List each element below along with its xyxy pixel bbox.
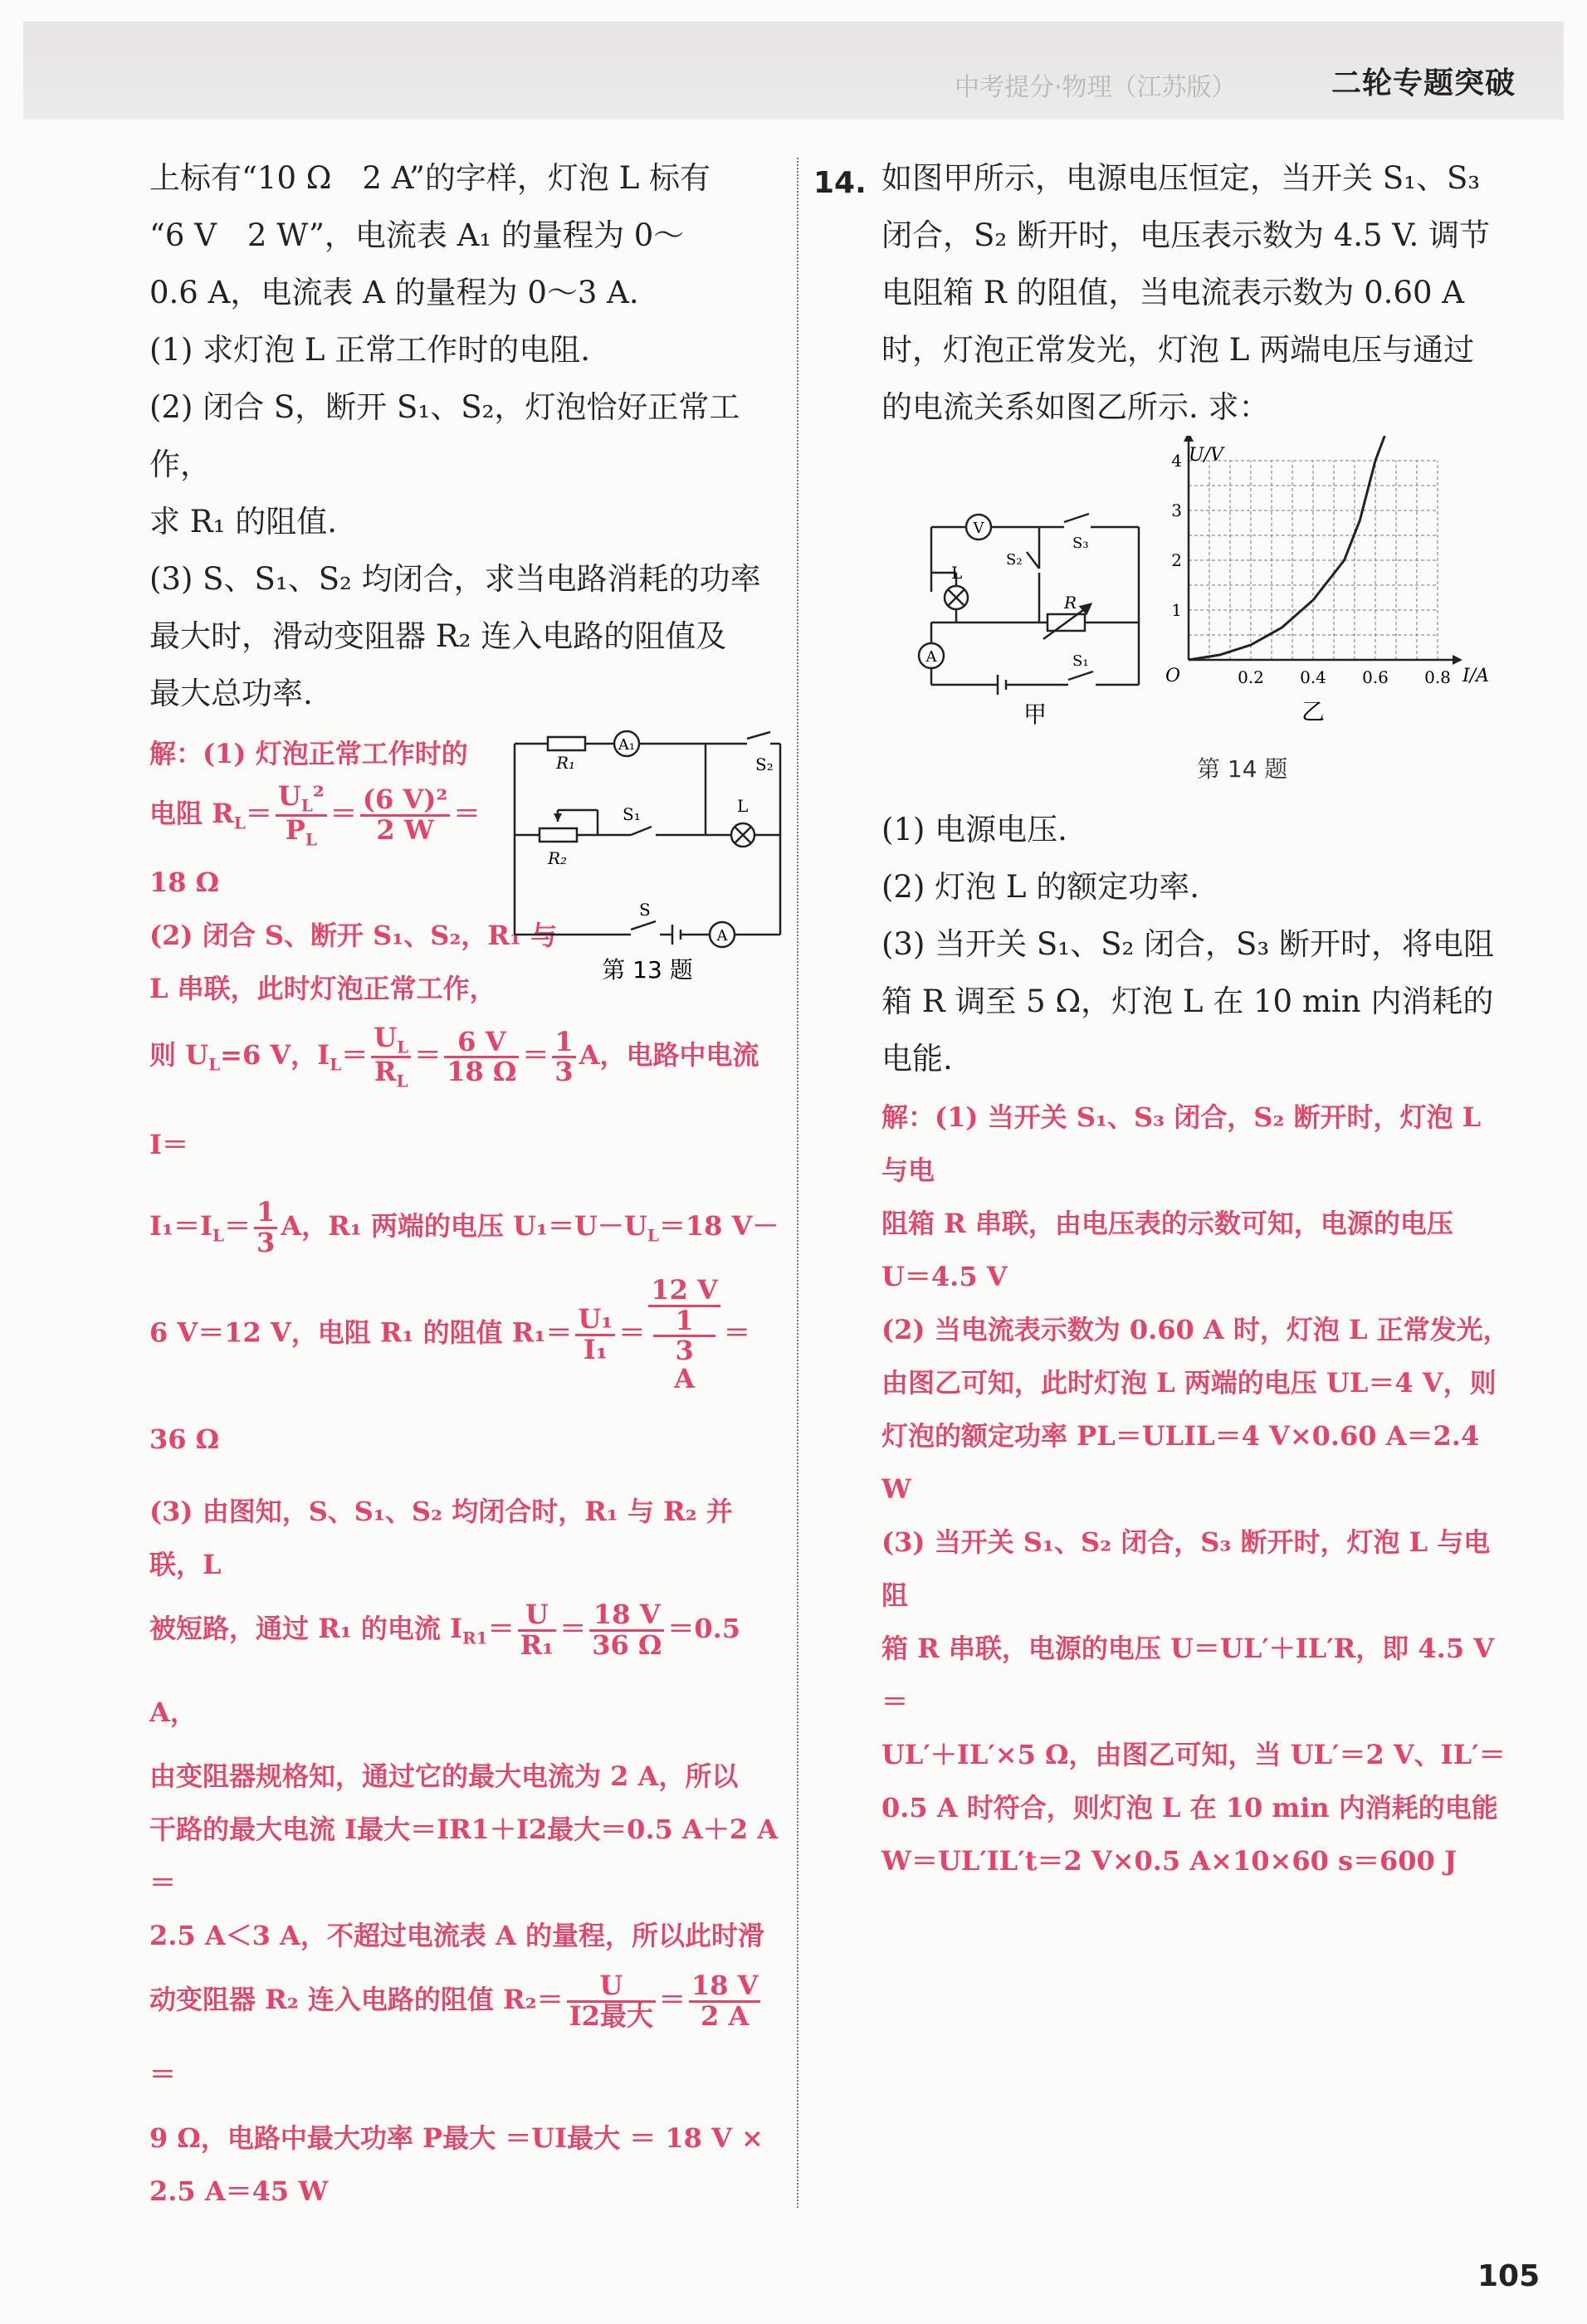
q14-ans-1-l2: 阻箱 R 串联，由电压表的示数可知，电源的电压 — [881, 1208, 1453, 1239]
frac-den: 3 — [554, 1056, 574, 1088]
q13-part1: (1) 求灯泡 L 正常工作时的电阻. — [149, 332, 591, 368]
q14-number: 14. — [813, 166, 867, 200]
column-divider — [797, 158, 798, 2208]
q14-line3: 电阻箱 R 的阻值，当电流表示数为 0.60 A — [881, 275, 1465, 310]
q13-fig-label-A1: A₁ — [618, 736, 636, 754]
q13-fig-label-S2: S₂ — [755, 754, 774, 774]
frac-num: $U_L^2$ — [276, 783, 327, 817]
frac-num: U₁ — [575, 1306, 615, 1336]
graph-ylabel: U/V — [1189, 445, 1223, 466]
q13-ans-2-l2: L 串联，此时灯泡正常工作， — [149, 973, 496, 1005]
q13-fig-label-L: L — [737, 796, 749, 816]
q14-answer — [881, 1091, 1511, 1887]
frac-num: U — [567, 1972, 656, 2003]
graph-x-arrow — [1453, 655, 1462, 665]
q13-ans-3-l2: 被短路，通过 R₁ 的电流 $I_{R1}=$ $\frac{U}{\text{R₁}}$ ＝ $\frac{18 V}{36 \Omega}$ ＝0.5 A， — [149, 1598, 741, 1728]
q14-fig-label-A: A — [925, 648, 937, 666]
frac-den: I2最大 — [569, 1999, 653, 2032]
frac-den: I₁ — [583, 1333, 608, 1365]
q13-line2: “6 V 2 W”，电流表 A₁ 的量程为 0～ — [149, 217, 685, 253]
q14-part1: (1) 电源电压. — [881, 812, 1067, 847]
q14-ui-graph — [1164, 436, 1496, 751]
q13-part2b: 求 R₁ 的阻值. — [149, 504, 337, 540]
graph-y-arrow — [1184, 436, 1194, 442]
q13-fig-label-R1: R₁ — [556, 753, 576, 773]
q14-figure-caption: 第 14 题 — [1197, 755, 1288, 783]
graph-x-tick-label: 0.2 — [1238, 667, 1264, 687]
graph-grid — [1189, 461, 1438, 660]
graph-ticks — [1171, 451, 1451, 687]
q14-fig-label-V: V — [973, 520, 984, 537]
q13-ans-3-l4: 干路的最大电流 I最大＝IR1＋I2最大＝0.5 A＋2 A＝ — [149, 1813, 779, 1898]
q14-fig-label-S3: S₃ — [1072, 535, 1089, 552]
frac-num: (6 V)² — [360, 786, 451, 817]
q14-line4: 时，灯泡正常发光，灯泡 L 两端电压与通过 — [881, 332, 1475, 368]
frac-num: 1 — [552, 1028, 575, 1059]
q14-ans-2-l2: 由图乙可知，此时灯泡 L 两端的电压 UL＝4 V，则 — [881, 1367, 1497, 1399]
graph-series-curve — [1189, 436, 1384, 660]
frac-num: 18 V — [689, 1972, 761, 2003]
frac-den: 3 — [256, 1226, 276, 1258]
q14-part3a: (3) 当开关 S₁、S₂ 闭合，S₃ 断开时，将电阻 — [881, 926, 1494, 962]
question-14 — [813, 149, 1511, 1887]
q14-ans-3-l2: 箱 R 串联，电源的电压 U＝UL′＋IL′R，即 4.5 V＝ — [881, 1633, 1495, 1717]
q13-ans-3-l8: 2.5 A＝45 W — [149, 2175, 329, 2207]
graph-x-tick-label: 0.8 — [1424, 667, 1451, 687]
frac-num: 1 — [653, 1307, 715, 1338]
q13-circuit-diagram — [506, 727, 789, 993]
q13-ans-3-l7: 9 Ω，电路中最大功率 P最大 ＝UI最大 ＝ 18 V × — [149, 2121, 764, 2154]
page-number: 105 — [1477, 2259, 1541, 2293]
q14-figures — [881, 436, 1511, 801]
frac-den: 2 A — [701, 1999, 750, 2032]
q14-part2: (2) 灯泡 L 的额定功率. — [881, 869, 1200, 905]
graph-x-tick-label: 0.4 — [1300, 667, 1326, 687]
frac-den: $P_L$ — [285, 814, 317, 850]
q13-line3: 0.6 A，电流表 A 的量程为 0～3 A. — [149, 275, 639, 310]
q14-fig-label-L: L — [951, 563, 963, 583]
frac-num: U — [518, 1601, 557, 1632]
q13-fig-label-S: S — [639, 900, 651, 920]
frac-num: 18 V — [589, 1601, 664, 1632]
q14-ans-3-l1: (3) 当开关 S₁、S₂ 闭合，S₃ 断开时，灯泡 L 与电阻 — [881, 1526, 1491, 1611]
q13-figure-caption: 第 13 题 — [602, 956, 693, 984]
frac-num: 1 — [254, 1199, 277, 1229]
frac-num: 6 V — [444, 1028, 519, 1059]
q13-part2a: (2) 闭合 S，断开 S₁、S₂，灯泡恰好正常工作， — [149, 389, 740, 482]
q13-ans-3-l5: 2.5 A＜3 A，不超过电流表 A 的量程，所以此时滑 — [149, 1919, 764, 1951]
frac-num: $U_L$ — [371, 1024, 411, 1058]
q14-part3c: 电能. — [881, 1041, 953, 1077]
q14-ans-3-l5: W＝UL′IL′t＝2 V×0.5 A×10×60 s＝600 J — [881, 1845, 1458, 1877]
q14-circuit-diagram — [915, 477, 1155, 726]
graph-x-tick-label: 0.6 — [1362, 667, 1389, 687]
q14-line2: 闭合，S₂ 断开时，电压表示数为 4.5 V. 调节 — [881, 217, 1491, 253]
frac-den: 1 3 A — [648, 1307, 720, 1394]
q13-fig-label-S1: S₁ — [623, 804, 641, 824]
q13-ans-1-l2: 电阻 $R_L=$ $\frac{U_L^2}{P_L}$ ＝ $\frac{\text{(6 V)²}}{2 W}$ ＝ — [149, 779, 481, 850]
q14-fig-yi-label: 乙 — [1301, 698, 1326, 725]
frac-den: 3 — [675, 1335, 694, 1367]
graph-y-tick-label: 4 — [1171, 451, 1182, 471]
q13-ans-1-l1: 解：(1) 灯泡正常工作时的 — [149, 738, 468, 769]
q14-line1: 如图甲所示，电源电压恒定，当开关 S₁、S₃ — [881, 160, 1481, 196]
q14-fig-jia-label: 甲 — [1023, 701, 1047, 726]
q13-line1: 上标有“10 Ω 2 A”的字样，灯泡 L 标有 — [149, 160, 711, 196]
q13-ans-3-l3: 由变阻器规格知，通过它的最大电流为 2 A，所以 — [149, 1760, 739, 1792]
q14-fig-label-R: R — [1064, 593, 1077, 613]
graph-axes — [1184, 436, 1462, 665]
q14-fig-label-S1: S₁ — [1072, 652, 1089, 670]
graph-y-tick-label: 2 — [1171, 550, 1182, 570]
graph-xlabel: I/A — [1462, 666, 1489, 686]
q14-ans-1-l3: U＝4.5 V — [881, 1261, 1008, 1292]
q13-part3b: 最大时，滑动变阻器 R₂ 连入电路的阻值及 — [149, 618, 727, 654]
graph-y-tick-label: 3 — [1171, 500, 1182, 520]
header-section-title: 二轮专题突破 — [1331, 66, 1516, 100]
q14-ans-3-l3: UL′＋IL′×5 Ω，由图乙可知，当 UL′＝2 V、IL′＝ — [881, 1739, 1506, 1770]
frac-den: $R_L$ — [374, 1056, 408, 1091]
q13-fig-label-R2: R₂ — [548, 848, 568, 868]
q13-fig-label-A: A — [716, 927, 728, 945]
frac-num: 12 V — [648, 1277, 720, 1307]
q13-part3c: 最大总功率. — [149, 676, 313, 711]
q13-ans-1-l3: 18 Ω — [149, 867, 220, 899]
graph-origin: O — [1165, 666, 1181, 686]
q13-ans-2-l3: 则 $U_L=6$ V，$I_L=$ $\frac{U_L}{R_L}$ ＝ $\frac{6 V}{18 \Omega}$ ＝ $\frac{1}{3}$ A，电路中电流 I＝ — [149, 1022, 759, 1160]
frac-den: 2 W — [376, 814, 434, 846]
question-13 — [149, 149, 780, 2207]
q14-part3b: 箱 R 调至 5 Ω，灯泡 L 在 10 min 内消耗的 — [881, 984, 1494, 1019]
q14-fig-label-S2: S₂ — [1006, 551, 1023, 569]
frac-den: 18 Ω — [447, 1056, 517, 1088]
q14-ans-2-l1: (2) 当电流表示数为 0.60 A 时，灯泡 L 正常发光， — [881, 1314, 1510, 1345]
q13-ans-3-l6: 动变阻器 R₂ 连入电路的阻值 R₂＝ $\frac{U}{\text{I2最大}}$ ＝ $\frac{18 V}{2 A}$ ＝ — [149, 1962, 780, 2112]
frac-den: 36 Ω — [592, 1628, 662, 1661]
q14-ans-3-l4: 0.5 A 时符合，则灯泡 L 在 10 min 内消耗的电能 — [881, 1792, 1498, 1824]
graph-y-tick-label: 1 — [1171, 600, 1182, 620]
q13-answer-area — [149, 727, 780, 2207]
frac-den: R₁ — [520, 1628, 554, 1661]
q13-part3a: (3) S、S₁、S₂ 均闭合，求当电路消耗的功率 — [149, 561, 761, 597]
q13-ans-3-l1: (3) 由图知，S、S₁、S₂ 均闭合时，R₁ 与 R₂ 并联，L — [149, 1495, 733, 1580]
q13-ans-2-l5: 6 V＝12 V，电阻 R₁ 的阻值 R₁＝ $\frac{\text{U₁}}{\text{I₁}}$ ＝ 12 V 1 3 A ＝36 Ω — [149, 1274, 750, 1455]
header-book-title: 中考提分·物理（江苏版） — [955, 73, 1237, 102]
q14-line5: 的电流关系如图乙所示. 求： — [881, 389, 1270, 425]
q14-ans-2-l3: 灯泡的额定功率 PL＝ULIL＝4 V×0.60 A＝2.4 W — [881, 1420, 1480, 1505]
q13-ans-2-l1: (2) 闭合 S、断开 S₁、S₂，R₁ 与 — [149, 920, 558, 952]
q14-ans-1-l1: 解：(1) 当开关 S₁、S₃ 闭合，S₂ 断开时，灯泡 L 与电 — [881, 1101, 1482, 1186]
q13-ans-2-l4: $I_1=I_L=$ $\frac{1}{3}$ A，R₁ 两端的电压 $U_1=U-U_L=18$ V－ — [149, 1196, 779, 1258]
